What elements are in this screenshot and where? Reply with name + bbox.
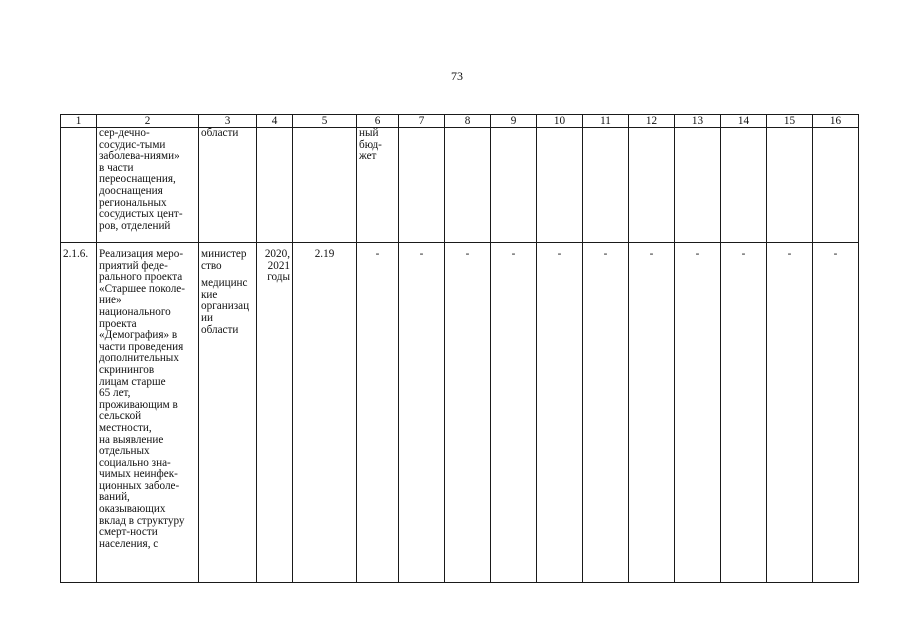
row2-value-col10: - [537, 243, 583, 583]
column-header-15: 15 [767, 115, 813, 128]
column-header-1: 1 [61, 115, 97, 128]
row1-funding-source: ный бюд- жет [357, 128, 399, 243]
row2-executor-ministry: министер ство [201, 248, 247, 272]
column-header-2: 2 [97, 115, 199, 128]
row2-value-col9: - [491, 243, 537, 583]
column-header-16: 16 [813, 115, 859, 128]
column-header-9: 9 [491, 115, 537, 128]
row2-years: 2020, 2021 годы [257, 243, 293, 583]
column-header-13: 13 [675, 115, 721, 128]
document-table [60, 114, 859, 583]
row1-col5 [293, 128, 357, 243]
header-row [61, 115, 859, 128]
column-header-14: 14 [721, 115, 767, 128]
column-header-5: 5 [293, 115, 357, 128]
row2-indicator: 2.19 [293, 243, 357, 583]
row2-description: Реализация меро- приятий феде- рального проекта «Старшее поколе- ние» национального проекта «Демография» в части проведения дополнительных скринингов лицам старше 65 лет, проживающим в сельской местности, на выявление отдельных социально зна- чимых неинфек- ционных заболе- ваний, оказывающих вклад в структуру смерт-ности населения, с [97, 243, 199, 583]
column-header-4: 4 [257, 115, 293, 128]
column-header-11: 11 [583, 115, 629, 128]
row1-description: сер-дечно- сосудис-тыми заболева-ниями» в части переоснащения, дооснащения региональных сосудистых цент- ров, отделений [97, 128, 199, 243]
column-header-7: 7 [399, 115, 445, 128]
row2-value-col6: - [357, 243, 399, 583]
row2-value-col8: - [445, 243, 491, 583]
page-number: 73 [451, 69, 463, 83]
row2-value-col14: - [721, 243, 767, 583]
column-header-3: 3 [199, 115, 257, 128]
row2-item-number: 2.1.6. [61, 243, 97, 583]
column-header-6: 6 [357, 115, 399, 128]
table-row [61, 243, 859, 583]
row1-col1 [61, 128, 97, 243]
row1-col4 [257, 128, 293, 243]
row2-value-col15: - [767, 243, 813, 583]
row2-executor-organizations: медицинс кие организац ии области [201, 277, 250, 336]
row2-value-col7: - [399, 243, 445, 583]
row2-executor [199, 243, 257, 583]
row2-value-col13: - [675, 243, 721, 583]
row2-value-col12: - [629, 243, 675, 583]
table-row [61, 128, 859, 243]
column-header-12: 12 [629, 115, 675, 128]
column-header-10: 10 [537, 115, 583, 128]
row1-executor: области [199, 128, 257, 243]
row2-value-col11: - [583, 243, 629, 583]
row2-value-col16: - [813, 243, 859, 583]
column-header-8: 8 [445, 115, 491, 128]
